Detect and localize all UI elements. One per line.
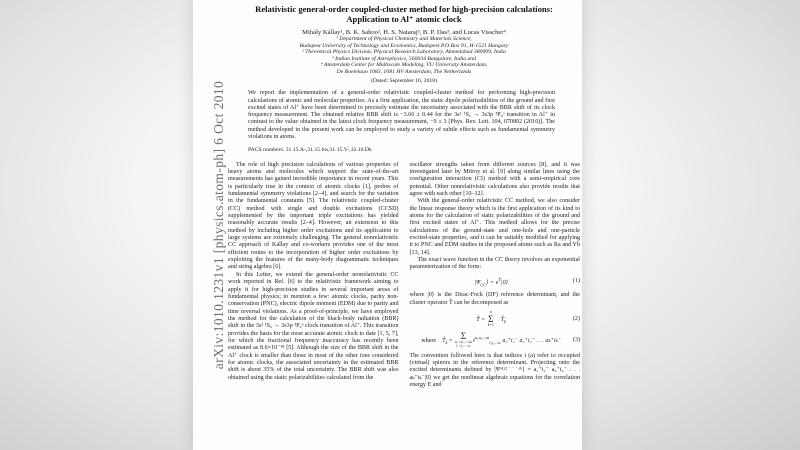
left-column bbox=[228, 162, 399, 390]
affiliation-line: De Boelelaan 1083, 1081 HV Amsterdam, The Netherlands bbox=[336, 68, 472, 75]
abstract: We report the implementation of a general-order relativistic coupled-cluster method for performing high-precision calculations of atomic and molecular properties. As a first application, the static dipole polarizabilities of the ground and first excited states of Al⁺ have been determined to precisely estimate the uncertainty associated with the BBR shift of its clock frequency measurement. The obtained relative BBR shift is −3.66 ± 0.44 for the 3s² ¹S₀ → 3s3p ³P₀ᵒ transition in Al⁺ in contrast to the value obtained in the latest clock frequency measurement, −9 ± 3 [Phys. Rev. Lett. 104, 070802 (2010)]. The method developed in the present work can be employed to study a variety of subtle effects such as fundamental symmetry violations in atoms. bbox=[248, 90, 555, 140]
paragraph: The exact wave function in the CC theory involves an exponential parameterization of the form: bbox=[409, 257, 580, 271]
paper-content bbox=[228, 0, 580, 450]
paragraph: oscillator strengths taken from different sources [8], and it was investigated later by Mitroy et al. [9] along similar lines using the configuration interaction (CI) method with a semi-empirical core potential. Other nonrelativistic calculations also provide results that agree with each other [10–12]. bbox=[409, 161, 580, 198]
paragraph: The role of high precision calculations of various properties of heavy atoms and molecules which support the state-of-the-art measurements has gained incredible importance in recent years. This is particularly true in the context of atomic clocks [1], probes of fundamental symmetry violations [2–4], and search for the variation in the fundamental constants [5]. The relativistic coupled-cluster (CC) method with single and double excitations (CCSD) supplemented by the important triple excitations has yielded reasonably accurate results [2–4]. However, an extension to this method by including higher order excitations and its application to large systems are extremely challenging. The general nonrelativistic CC approach of Kállay and co-workers provides one of the most efficient routes to the incorporation of higher order excitations by exploiting the features of the many-body diagrammatic techniques and string algebra [6]. bbox=[228, 161, 399, 271]
paper-title-line1: Relativistic general-order coupled-cluster method for high-precision calculations: bbox=[255, 4, 553, 14]
pacs-line: PACS numbers: 31.15.A-,31.15.bw,31.15.V-,32.10.Dk bbox=[248, 147, 372, 154]
affiliation-line: ¹ Department of Physical Chemistry and Materials Science, bbox=[336, 36, 472, 43]
paper-title bbox=[228, 4, 580, 25]
summation-symbol: Σ a₁<a₂...<aₖ i₁<i₂...<iₖ bbox=[454, 330, 473, 348]
right-column bbox=[410, 162, 581, 390]
affiliation-line: Budapest University of Technology and Economics, Budapest P.O.Box 91, H-1521 Hungary bbox=[299, 42, 509, 49]
paper-title-line2: Application to Al⁺ atomic clock bbox=[346, 14, 462, 25]
paragraph: where |0⟩ is the Dirac-Fock (DF) reference determinant, and the cluster operator T̂ can be decomposed as bbox=[409, 292, 580, 306]
affiliation-line: ⁴ Amsterdam Center for Multiscale Modeling, VU University Amsterdam, bbox=[320, 62, 488, 69]
arxiv-stamp: arXiv:1010.1231v1 [physics.atom-ph] 6 Oct 2010 bbox=[211, 80, 226, 370]
two-column-body bbox=[228, 162, 580, 390]
affiliation-line: ² Theoretical Physics Division, Physical Research Laboratory, Ahmedabad 380009, India bbox=[302, 49, 506, 56]
equation-number: (3) bbox=[572, 336, 580, 343]
paragraph: With the general-order relativistic CC method, we also consider the linear response theory which is the first application of its kind to atoms for the calculation of static polarizabilities of the ground and first excited states of Al⁺. This method allows for the precise calculations of the ground-state and one-hole and one-particle excited-state properties, and it can be suitably modified for applying it to PNC and EDM studies in the proposed atoms such as Ra and Yb [13, 14]. bbox=[409, 198, 580, 256]
affiliation-line: ³ Indian Institute of Astrophysics, 560034 Bangalore, India and bbox=[332, 55, 476, 62]
equation-number: (2) bbox=[572, 315, 580, 322]
paragraph: The convention followed here is that indices i (a) refer to occupied (virtual) spinors in the reference determinant. Projecting onto the excited determinants defined by |Ψᵃ¹ᵃ²˙˙˙ᵃᵏ⟩ = a₁⁺i₁⁻ a₂⁺i₂⁻ . . . aₖ⁺iₖ⁻|0⟩ we get the nonlinear algebraic equations for the correlation energy E and bbox=[409, 352, 580, 389]
equation-2: T̂ = n Σ k=1 $T̂_k$ (2) bbox=[476, 310, 580, 327]
equation-1: $|\Psi_{CC}⟩$ = $e^{T̂}|0⟩$ (1) bbox=[474, 276, 580, 288]
equation-number: (1) bbox=[572, 278, 580, 285]
paper-page bbox=[193, 0, 582, 450]
summation-symbol: n Σ k=1 bbox=[487, 310, 494, 327]
affiliations bbox=[228, 36, 580, 75]
equation-3: where $T̂_k$ = Σ a₁<a₂...<aₖ i₁<i₂...<iₖ $t^{a_1a_2...a_k}_{i_1i_2...i_k}$ a₁⁺i₁⁻ a₂⁺i₂⁻ . . . aₖ⁺iₖ⁻ (3) bbox=[421, 330, 580, 348]
dated-line: (Dated: September 16, 2018) bbox=[370, 77, 438, 84]
author-line: Mihály Kállay¹, B. K. Sahoo², H. S. Nataraj³, B. P. Das³, and Lucas Visscher⁴ bbox=[302, 28, 506, 36]
paragraph: In this Letter, we extend the general-order nonrelativistic CC work reported in Ref. [6] to the relativistic framework aiming to apply it for high-precision studies in several important areas of fundamental physics; to mention a few: atomic clocks, parity non-conservation (PNC), electric dipole moment (EDM) due to parity and time reversal violations. As a proof-of-principle, we have employed the method for the calculation of the black-body radiation (BBR) shift in the 3s² ¹S₀ → 3s3p ³P₀ᵒ clock transition of Al⁺. This transition provides the basis for the most accurate atomic clock to date [1, 5, 7], for which the fractional frequency inaccuracy has recently been estimated as 8.6×10⁻¹⁸ [5]. Although the size of the BBR shift in the Al⁺ clock is smaller than those in most of the other ions considered for atomic clocks, the associated uncertainty in the estimated BBR shift is about 35% of the total uncertainty. The BBR shift was also obtained using the static polarizabilities calculated from the bbox=[228, 271, 399, 381]
